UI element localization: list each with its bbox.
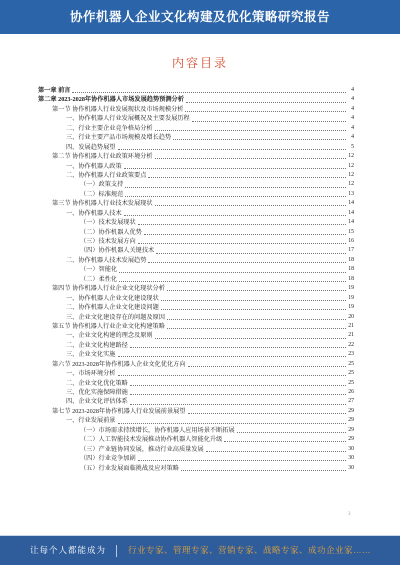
toc-entry-page: 30 [348,464,354,471]
toc-leader-dots [155,334,346,339]
toc-leader-dots [185,107,346,112]
toc-leader-dots [119,277,346,282]
toc-entry-label: （二）人工智能技术发展推动协作机器人智能化升级 [80,436,223,444]
page-number: 3 [348,512,351,517]
footer-separator [116,545,117,557]
toc-entry[interactable] [38,162,354,171]
toc-entry-page: 30 [348,455,354,462]
toc-entry[interactable] [38,133,354,142]
toc-entry[interactable] [38,171,354,180]
toc-entry-page: 19 [348,285,354,292]
toc-leader-dots [118,352,347,357]
toc-entry-label: （一）智能化 [80,266,118,274]
toc-entry-label: （三）技术发展方向 [80,238,136,245]
toc-entry-page: 4 [351,105,354,112]
toc-leader-dots [156,249,346,254]
toc-entry-label: 一、协作机器人政策 [66,162,122,170]
toc-entry-label: （一）政策支持 [80,181,124,189]
toc-entry-label: （一）市场需求持续增长，协作机器人应用场景不断拓展 [80,426,235,434]
toc-leader-dots [192,117,346,122]
toc-entry-label: 一、市场环境分析 [66,370,116,378]
toc-leader-dots [206,447,346,452]
toc-entry[interactable] [38,303,354,312]
toc-leader-dots [130,400,346,405]
toc-entry[interactable] [38,322,354,331]
toc-entry[interactable] [38,190,354,199]
toc-entry-label: 三、优化实施保障措施 [66,389,128,396]
toc-entry-label: （五）行业发展面临挑战及应对策略 [80,464,179,472]
toc-entry-label: （四）行业竞争加剧 [80,455,136,463]
toc-entry-label: （一）技术发展现状 [80,219,136,227]
toc-entry[interactable] [38,464,354,473]
toc-entry[interactable] [38,86,354,95]
toc-entry-label: （四）协作机器人关键技术 [80,247,155,255]
footer-slogan: 让每个人都能成为 [30,545,107,555]
toc-leader-dots [167,286,346,291]
toc-leader-dots [155,126,346,131]
toc-entry-label: 三、企业文化建设存在的问题及原因 [66,313,165,321]
toc-entry-page: 12 [348,162,354,169]
toc-entry-page: 14 [348,200,354,207]
toc-entry-page: 5 [351,143,354,150]
toc-entry-label: 二、企业文化构建路径 [66,341,128,349]
toc-entry-page: 4 [351,96,354,103]
toc-entry-page: 4 [351,115,354,122]
toc-entry[interactable] [38,445,354,454]
toc-entry[interactable] [38,275,354,284]
toc-entry-label: （二）协作机器人优势 [80,228,142,236]
toc-entry-label: 第六节 2023-2028年协作机器人企业文化优化方向 [52,360,186,368]
toc-leader-dots [118,145,347,150]
toc-entry[interactable] [38,407,354,416]
toc-entry-page: 18 [348,275,354,282]
toc-entry-label: 三、企业文化实施 [66,351,116,359]
toc-entry-page: 19 [348,294,354,301]
toc-entry[interactable] [38,237,354,246]
toc-entry-page: 29 [348,426,354,433]
table-of-contents [38,86,354,473]
header-bar [0,0,400,34]
toc-entry-label: 二、协作机器人技术发展趋势 [66,256,147,264]
toc-entry-page: 20 [348,313,354,320]
toc-entry[interactable] [38,379,354,388]
toc-entry-label: 第七节 2023-2028年协作机器人行业发展前景展望 [52,407,186,415]
toc-entry-page: 14 [348,219,354,226]
toc-entry-page: 27 [348,398,354,405]
toc-entry-page: 23 [348,351,354,358]
toc-leader-dots [124,164,346,169]
toc-entry-page: 4 [351,134,354,141]
report-title: 协作机器人企业文化构建及优化策略研究报告 [69,10,330,24]
toc-leader-dots [124,211,346,216]
toc-leader-dots [118,419,347,424]
toc-entry-page: 29 [348,436,354,443]
toc-entry[interactable] [38,105,354,114]
toc-leader-dots [138,456,346,461]
toc-entry[interactable] [38,218,354,227]
toc-entry[interactable] [38,124,354,133]
toc-leader-dots [181,466,346,471]
toc-entry[interactable] [38,143,354,152]
toc-leader-dots [125,183,346,188]
toc-entry[interactable] [38,360,354,369]
toc-leader-dots [224,437,346,442]
toc-leader-dots [161,305,346,310]
toc-entry-page: 14 [348,209,354,216]
toc-entry-label: 第一节 协作机器人行业发展现状及市场规模分析 [52,105,184,113]
toc-entry-label: 一、行业发展前景 [66,417,116,425]
toc-leader-dots [119,268,346,273]
toc-entry[interactable] [38,180,354,189]
toc-entry-label: 一、协作机器人技术 [66,209,122,217]
toc-leader-dots [125,192,346,197]
toc-entry-page: 12 [348,153,354,160]
toc-entry[interactable] [38,294,354,303]
toc-entry-label: 四、企业文化评估体系 [66,398,128,406]
toc-leader-dots [72,88,346,93]
toc-entry-label: 二、协作机器人行业政策要点 [66,171,147,179]
toc-leader-dots [138,239,346,244]
toc-entry[interactable] [38,350,354,359]
toc-entry-label: 一、协作机器人行业发展概况及主要发展历程 [66,115,190,123]
toc-entry-label: （二）柔性化 [80,275,118,283]
footer-tagline: 行业专家、管理专家、营销专家、战略专家、成功企业家…… [128,545,372,555]
toc-entry[interactable] [38,313,354,322]
toc-entry-label: 四、发展趋势展望 [66,143,116,151]
toc-entry-page: 12 [348,181,354,188]
toc-entry-label: 第五节 协作机器人行业企业文化构建策略 [52,322,165,330]
toc-entry[interactable] [38,228,354,237]
toc-entry[interactable] [38,95,354,104]
toc-entry-label: 一、协作机器人企业文化建设现状 [66,294,159,302]
toc-entry-page: 25 [348,379,354,386]
toc-entry-page: 13 [348,190,354,197]
toc-entry-page: 16 [348,238,354,244]
toc-entry[interactable] [38,435,354,444]
toc-entry-label: 第二章 2023-2028年协作机器人市场发展趋势预测分析 [38,96,184,104]
toc-leader-dots [167,315,346,320]
toc-entry[interactable] [38,397,354,406]
toc-entry-page: 17 [348,247,354,254]
toc-leader-dots [188,362,346,367]
toc-entry-page: 30 [348,445,354,452]
toc-leader-dots [130,381,346,386]
toc-entry-label: 二、行业主要企业竞争格局分析 [66,124,153,132]
toc-entry[interactable] [38,265,354,274]
toc-entry-page: 29 [348,407,354,414]
toc-leader-dots [188,409,346,414]
toc-entry-label: （二）标准规范 [80,190,124,198]
toc-entry[interactable] [38,341,354,350]
toc-entry-page: 18 [348,256,354,263]
toc-leader-dots [130,390,346,395]
toc-entry-page: 29 [348,417,354,424]
toc-entry[interactable] [38,152,354,161]
toc-entry-page: 25 [348,370,354,377]
toc-entry[interactable] [38,416,354,425]
toc-entry-page: 15 [348,228,354,235]
toc-entry-page: 19 [348,304,354,311]
toc-leader-dots [186,98,346,103]
toc-leader-dots [144,230,346,235]
toc-entry[interactable] [38,369,354,378]
toc-leader-dots [130,343,346,348]
toc-entry[interactable] [38,331,354,340]
toc-leader-dots [173,135,346,140]
toc-entry[interactable] [38,209,354,218]
toc-leader-dots [161,296,346,301]
toc-entry-label: 第四节 协作机器人行业企业文化现状分析 [52,285,165,293]
toc-entry[interactable] [38,426,354,435]
toc-entry-label: 二、协作机器人企业文化建设问题 [66,304,159,312]
toc-entry[interactable] [38,199,354,208]
toc-entry-label: 二、企业文化优化策略 [66,379,128,387]
toc-entry-page: 21 [348,332,354,339]
toc-entry[interactable] [38,114,354,123]
toc-leader-dots [155,154,346,159]
toc-entry-page: 4 [351,87,354,93]
toc-entry[interactable] [38,454,354,463]
toc-entry-label: 一、企业文化构建的理念及原则 [66,332,153,340]
toc-entry[interactable] [38,246,354,255]
toc-leader-dots [167,324,346,329]
toc-entry-label: 第一章 前言 [38,87,71,94]
toc-entry-page: 22 [348,341,354,348]
toc-entry-page: 18 [348,266,354,273]
toc-leader-dots [138,220,346,225]
toc-leader-dots [155,201,346,206]
toc-leader-dots [118,371,347,376]
toc-entry-page: 4 [351,124,354,131]
toc-leader-dots [148,258,346,263]
toc-entry[interactable] [38,388,354,397]
toc-entry[interactable] [38,284,354,293]
toc-entry-page: 21 [348,322,354,329]
toc-entry-label: 三、行业主要产品市场规模及增长趋势 [66,134,172,142]
toc-title: 内容目录 [171,56,228,70]
toc-entry-label: （三）产业链协同发展，推动行业高质量发展 [80,445,204,453]
toc-entry-label: 第三节 协作机器人行业技术发展现状 [52,200,153,208]
toc-leader-dots [237,428,346,433]
toc-entry[interactable] [38,256,354,265]
toc-entry-page: 12 [348,171,354,178]
toc-entry-page: 25 [348,360,354,367]
toc-leader-dots [148,173,346,178]
toc-entry-label: 第二节 协作机器人行业政策环境分析 [52,153,153,161]
toc-entry-page: 26 [348,389,354,395]
footer-bar [0,536,400,565]
